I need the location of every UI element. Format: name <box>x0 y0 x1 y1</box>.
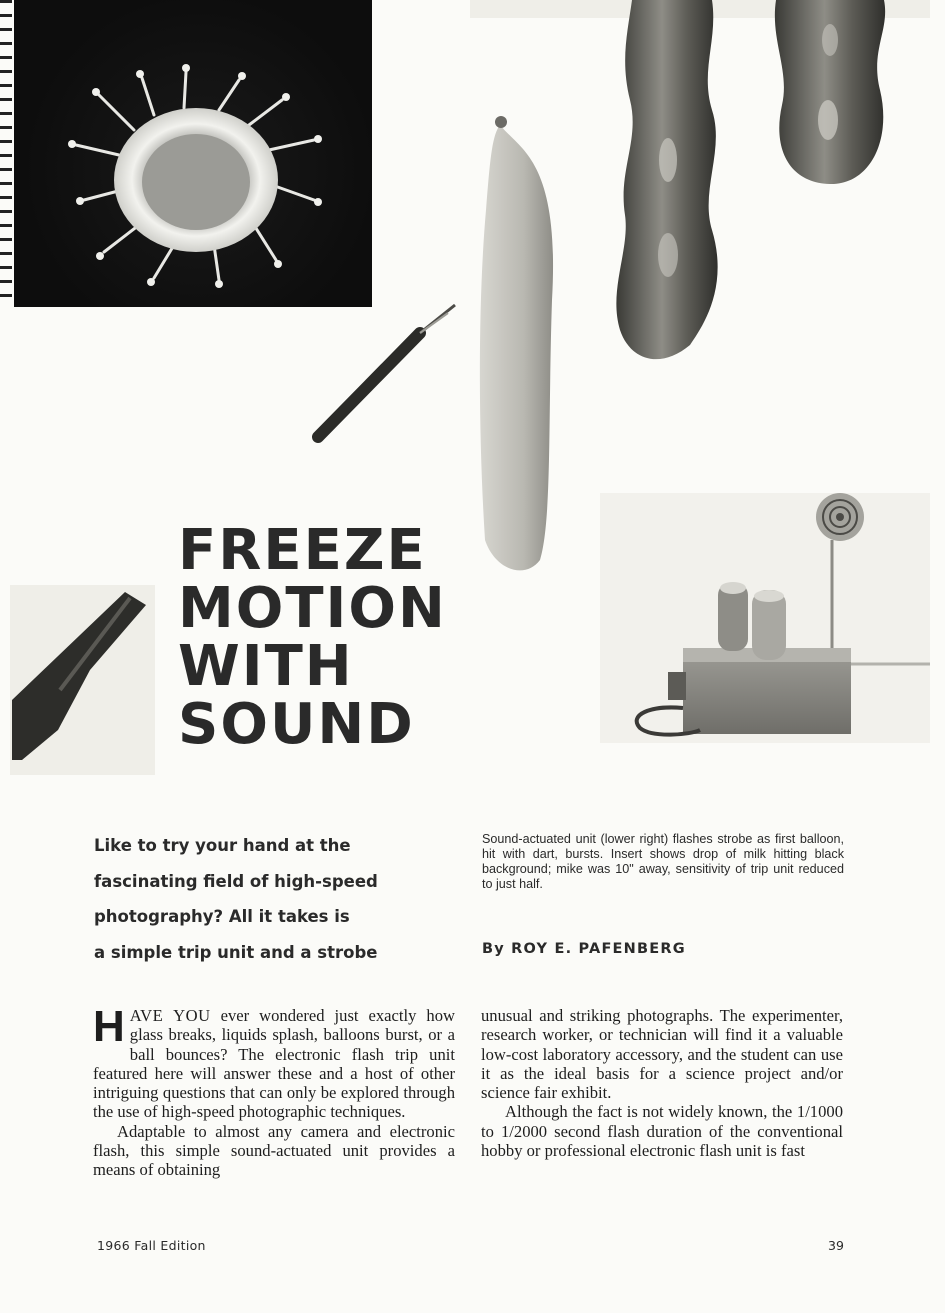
article-title <box>178 518 478 757</box>
title-line-1: FREEZE <box>178 518 427 583</box>
body-paragraph-4: Although the fact is not widely known, the 1/1000 to 1/2000 second flash duration of the conventional hobby or professional electronic flash unit is fast <box>481 1102 843 1161</box>
drop-cap: H <box>93 1002 125 1051</box>
page-number: 39 <box>828 1238 844 1253</box>
body-paragraph-2: Adaptable to almost any camera and electronic flash, this simple sound-actuated unit provides a means of obtaining <box>93 1121 455 1180</box>
byline: By ROY E. PAFENBERG <box>482 941 686 957</box>
deck-line-1: Like to try your hand at the <box>94 836 351 855</box>
deck-line-3: photography? All it takes is <box>94 907 350 926</box>
deck-line-2: fascinating field of high-speed <box>94 871 378 891</box>
title-line-2: MOTION <box>178 576 447 641</box>
body-column-left <box>93 1002 455 1180</box>
paragraph-1-text: ever wondered just exactly how glass breaks, liquids splash, balloons burst, or a ball bounces? The electronic flash trip unit featured here will answer these and a host of other intriguing questions that can only be explored through the use of high-speed photographic techniques. <box>93 1006 455 1122</box>
footer-edition: 1966 Fall Edition <box>97 1238 206 1253</box>
title-line-4: SOUND <box>178 692 415 757</box>
title-line-3: WITH <box>178 634 354 699</box>
photo-caption: Sound-actuated unit (lower right) flashes strobe as first balloon, hit with dart, bursts. Insert shows drop of milk hitting black background; mike was 10" away, sensitivity of trip unit reduced to just half. <box>482 832 844 891</box>
body-paragraph-3: unusual and striking photographs. The experimenter, research worker, or technician will find it a valuable low-cost laboratory accessory, and the student can use it as the ideal basis for a science project and/or science fair exhibit. <box>481 1006 843 1103</box>
body-column-right <box>481 1006 843 1160</box>
lead-in: AVE YOU <box>129 1006 211 1025</box>
body-paragraph-1 <box>93 1002 455 1122</box>
deck-line-4: a simple trip unit and a strobe <box>94 942 378 962</box>
article-deck <box>94 828 454 970</box>
